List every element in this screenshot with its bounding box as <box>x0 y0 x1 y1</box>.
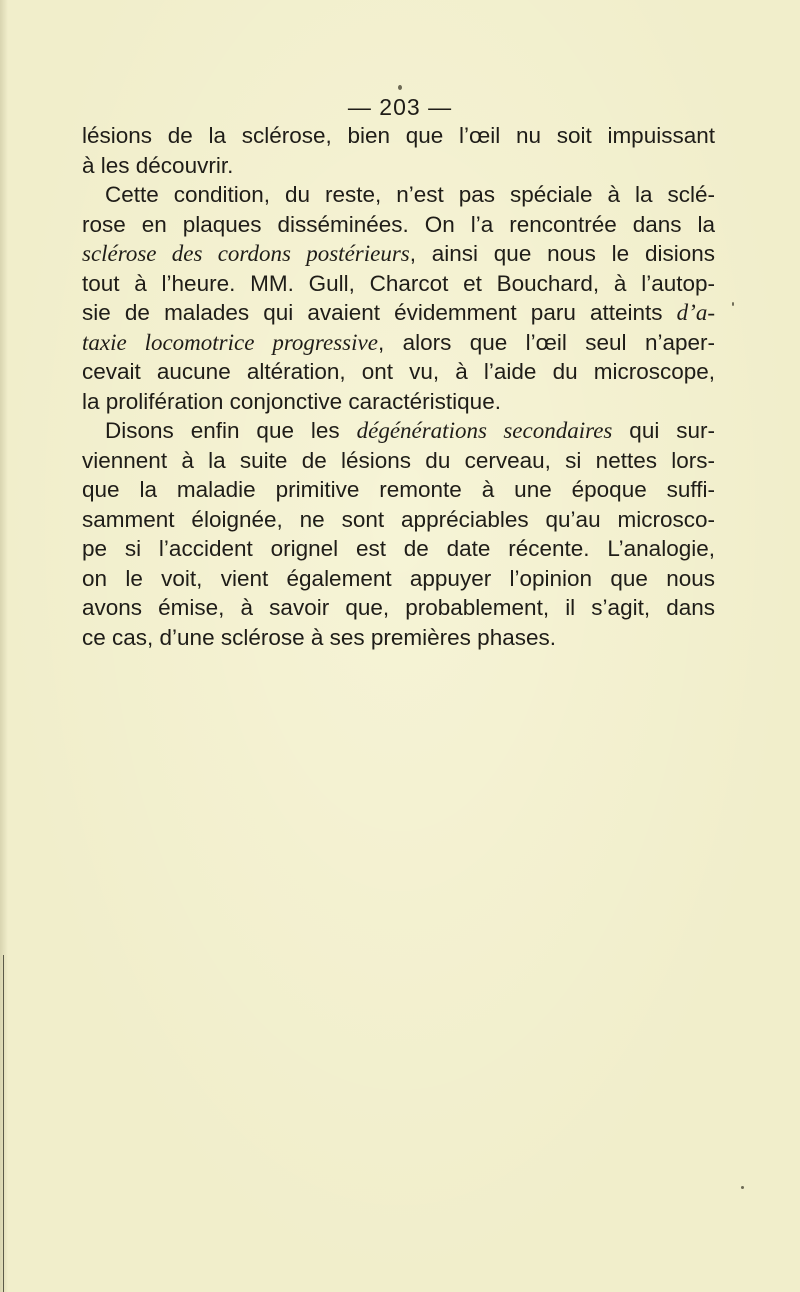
text-run: Disons enfin que les <box>105 418 357 443</box>
text-line <box>82 505 715 535</box>
body-text <box>82 121 715 652</box>
text-line <box>82 416 715 446</box>
text-run: la prolifération conjonctive caractéristique. <box>82 388 501 414</box>
text-line <box>82 298 715 328</box>
text-line <box>82 239 715 269</box>
text-line <box>82 623 715 653</box>
text-line <box>82 210 715 240</box>
text-line <box>82 269 715 299</box>
text-run: pe si l’accident orignel est de date récente. L’analogie, <box>82 536 715 561</box>
text-run: , ainsi que nous le disions <box>409 241 715 266</box>
text-run: on le voit, vient également appuyer l’opinion que nous <box>82 565 715 591</box>
text-run: avons émise, à savoir que, probablement, il s’agit, dans <box>82 595 715 620</box>
text-line <box>82 151 715 181</box>
page-edge-shadow <box>0 0 8 1292</box>
text-line <box>82 387 715 417</box>
text-run: , alors que l’œil seul n’aper- <box>377 329 715 355</box>
text-run: Cette condition, du reste, n’est pas spéciale à la sclé- <box>105 182 715 207</box>
text-line <box>82 446 715 476</box>
ink-speck <box>741 1186 744 1189</box>
text-line <box>82 534 715 564</box>
ink-speck <box>732 302 734 306</box>
text-run: samment éloignée, ne sont appréciables qu’au microsco- <box>82 506 715 532</box>
italic-phrase: sclérose des cordons postérieurs <box>82 241 410 266</box>
italic-phrase: dégénérations secondaires <box>356 418 613 443</box>
text-line <box>82 180 715 210</box>
text-run: que la maladie primitive remonte à une époque suffi- <box>82 477 715 502</box>
text-line <box>82 564 715 594</box>
text-run: tout à l’heure. MM. Gull, Charcot et Bouchard, à l’autop- <box>82 270 715 296</box>
text-run: lésions de la sclérose, bien que l’œil nu soit impuissant <box>82 123 715 148</box>
italic-phrase: d’a- <box>676 300 715 325</box>
text-run: viennent à la suite de lésions du cerveau, si nettes lors- <box>82 447 715 473</box>
text-line <box>82 357 715 387</box>
page-number: — 203 — <box>347 94 453 120</box>
text-line <box>82 593 715 623</box>
text-run: ce cas, d’une sclérose à ses premières phases. <box>82 624 556 650</box>
ink-speck <box>398 85 402 90</box>
text-run: à les découvrir. <box>82 152 234 178</box>
text-line <box>82 475 715 505</box>
text-run: rose en plaques disséminées. On l’a rencontrée dans la <box>82 211 715 237</box>
text-run: qui sur- <box>612 418 716 443</box>
margin-rule <box>3 955 4 1292</box>
text-run: cevait aucune altération, ont vu, à l’aide du microscope, <box>82 359 715 384</box>
text-line <box>82 328 715 358</box>
text-run: sie de malades qui avaient évidemment paru atteints <box>82 300 677 325</box>
italic-phrase: taxie locomotrice progressive <box>82 329 378 355</box>
text-line <box>82 121 715 151</box>
